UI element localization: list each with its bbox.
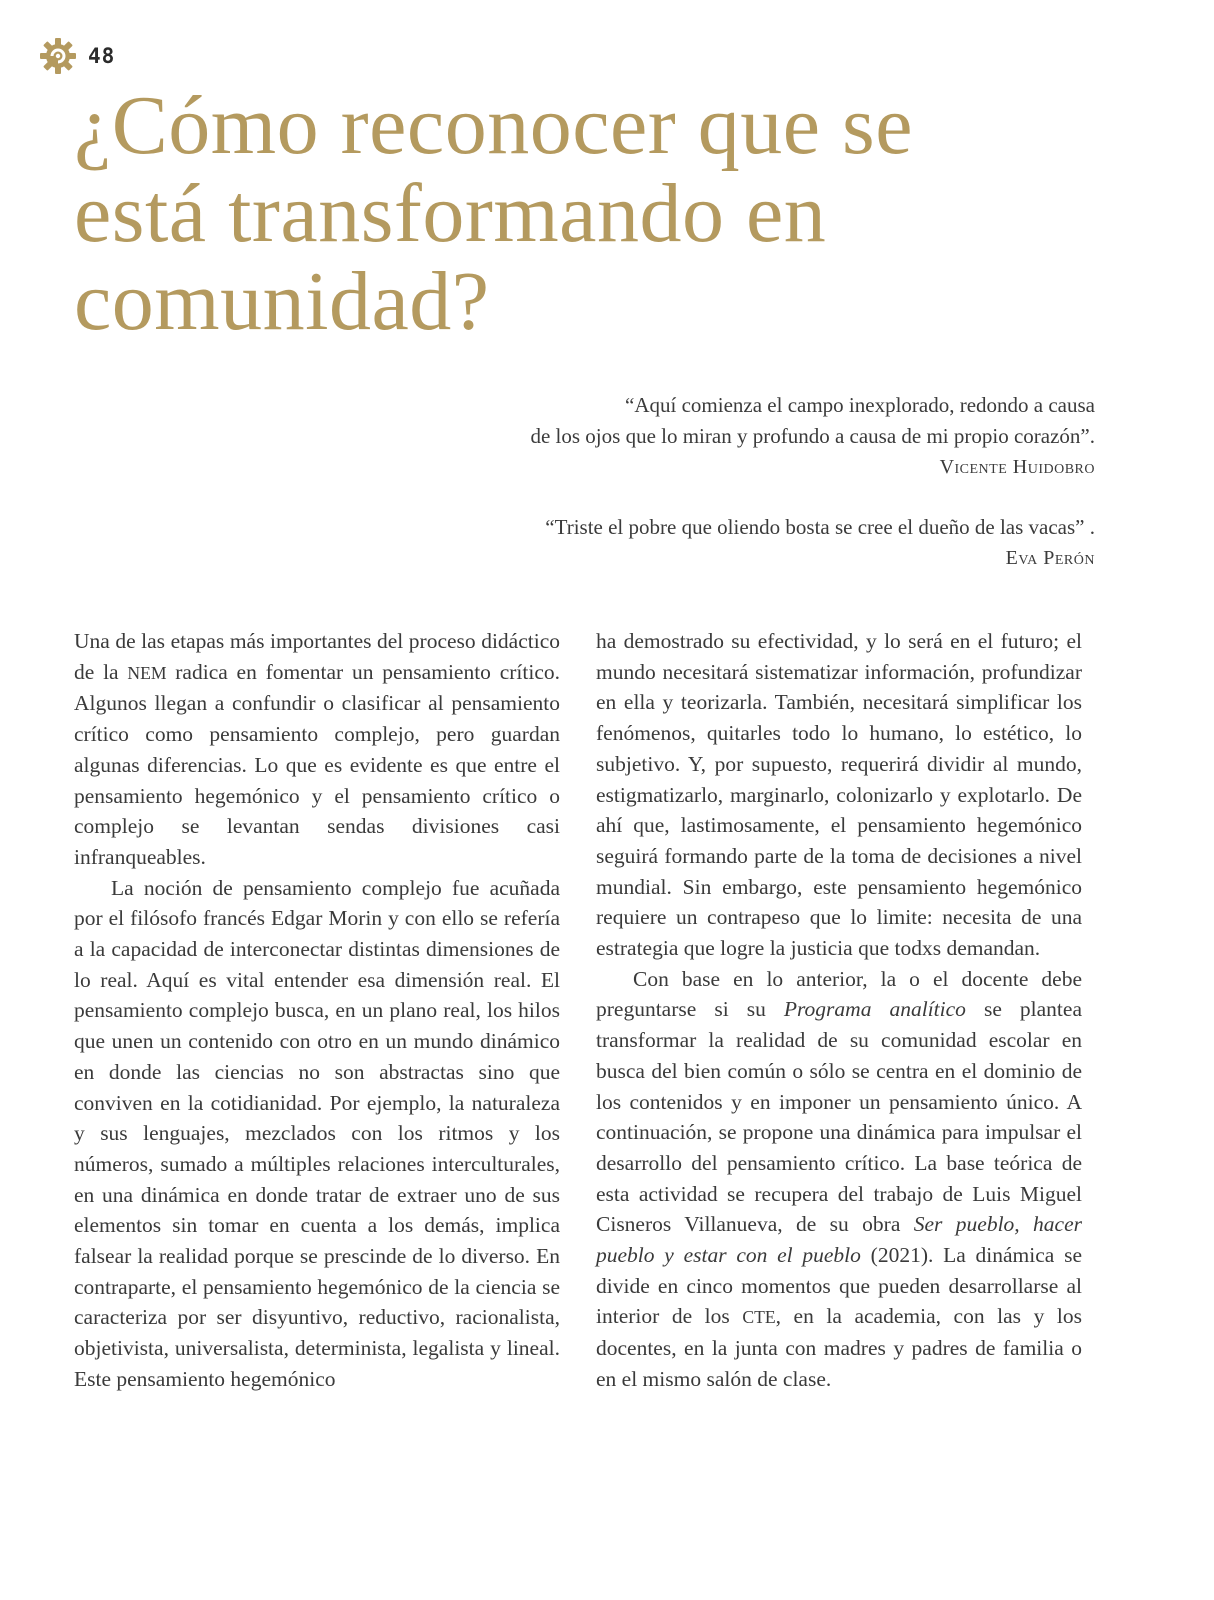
abbreviation: NEM [127,662,167,683]
abbreviation: CTE [742,1307,776,1328]
text-run: (2021). La dinámica se divide en cinco momentos que pueden desarrollarse al interior de los [596,1243,1082,1329]
text-run: Una de las etapas más importantes del proceso didáctico de la [74,629,560,684]
epigraph [335,512,1095,573]
title-line: ¿Cómo reconocer que se [74,79,913,172]
text-run: , en la academia, con las y los docentes, en la junta con madres y padres de familia o en el mismo salón de clase. [596,1304,1082,1391]
paragraph [74,626,560,873]
work-title: Ser pueblo, hacer pueblo y estar con el pueblo [596,1212,1082,1268]
epigraph-author: Vicente Huidobro [939,456,1095,478]
body-column-left [74,626,560,1395]
epigraph-text [335,390,1095,452]
page-number: 48 [88,44,116,68]
page-header [38,36,115,76]
text-run: Con base en lo anterior, la o el docente debe preguntarse si su [596,966,1082,1022]
epigraph-line: de los ojos que lo miran y profundo a causa de mi propio corazón”. [530,424,1095,448]
epigraph-line: “Aquí comienza el campo inexplorado, redondo a causa [625,393,1095,417]
epigraph-line: “Triste el pobre que oliendo bosta se cree el dueño de las vacas” . [545,515,1095,539]
page-title [74,79,1134,348]
paragraph [596,964,1082,1395]
paragraph: ha demostrado su efectividad, y lo será en el futuro; el mundo necesitará sistematizar información, profundizar en ella y teorizarla. También, necesitará simplificar los fenómenos, quitarles todo lo humano, lo estético, lo subjetivo. Y, por supuesto, requerirá dividir al mundo, estigmatizarlo, marginarlo, colonizarlo y explotarlo. De ahí que, lastimosamente, el pensamiento hegemónico seguirá formando parte de la toma de decisiones a nivel mundial. Sin embargo, este pensamiento hegemónico requiere un contrapeso que lo limite: necesita de una estrategia que logre la justicia que todxs demandan. [596,629,1082,961]
paragraph: La noción de pensamiento complejo fue acuñada por el filósofo francés Edgar Morin y con ello se refería a la capacidad de interconectar distintas dimensiones de lo real. Aquí es vital entender esa dimensión real. El pensamiento complejo busca, en un plano real, los hilos que unen un contenido con otro en un mundo dinámico en donde las ciencias no son abstractas sino que conviven en la cotidianidad. Por ejemplo, la naturaleza y sus lenguajes, mezclados con los ritmos y los números, sumado a múltiples relaciones interculturales, en una dinámica en donde tratar de extraer uno de sus elementos sin tomar en cuenta a los demás, implica falsear la realidad porque se prescinde de lo diverso. En contraparte, el pensamiento hegemónico de la ciencia se caracteriza por ser disyuntivo, reductivo, racionalista, objetivista, universalista, determinista, legalista y lineal. Este pensamiento hegemónico [74,875,560,1391]
text-run: se plantea transformar la realidad de su comunidad escolar en busca del bien común o sólo se centra en el dominio de los contenidos y en imponer un pensamiento único. A continuación, se propone una dinámica para impulsar el desarrollo del pensamiento crítico. La base teórica de esta actividad se recupera del trabajo de Luis Miguel Cisneros Villanueva, de su obra [596,997,1082,1237]
epigraph-author: Eva Perón [1005,547,1095,569]
epigraph-text [335,512,1095,543]
epigraph [335,390,1095,482]
gear-sun-logo-icon [38,36,78,76]
title-line: está transformando en [74,167,827,260]
work-title: Programa analítico [783,997,966,1022]
title-line: comunidad? [74,255,490,348]
text-run: radica en fomentar un pensamiento crítico. Algunos llegan a confundir o clasificar al pensamiento crítico como pensamiento complejo, pero guardan algunas diferencias. Lo que es evidente es que entre el pensamiento hegemónico y el pensamiento crítico o complejo se levantan sendas divisiones casi infranqueables. [74,659,560,869]
epigraphs [335,390,1095,601]
body-column-right [596,626,1082,1395]
